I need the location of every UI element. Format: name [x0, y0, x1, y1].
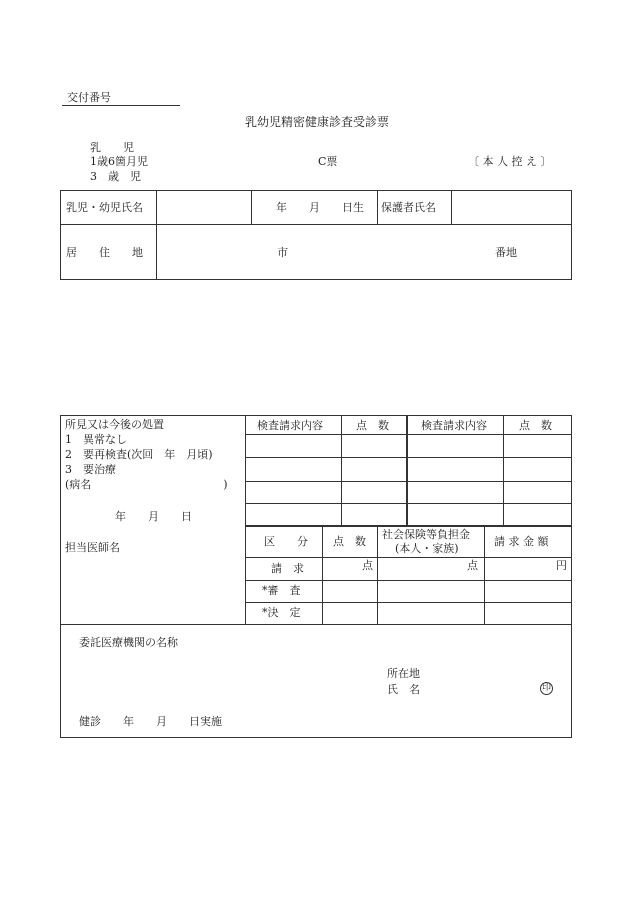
finding-option-normal: 1 異常なし [65, 433, 127, 446]
age-group-infant: 乳 児 [90, 141, 134, 154]
city-label: 市 [277, 246, 288, 259]
institution-person-label: 氏 名 [387, 683, 420, 696]
medical-table [60, 415, 572, 738]
exam-row-line-1 [245, 457, 572, 458]
copy-note: 〔 本 人 控 え 〕 [468, 155, 552, 168]
exam-points-header: 点 数 [356, 419, 389, 432]
billing-amount-header: 請 求 金 額 [494, 535, 549, 548]
info-divider-1 [251, 190, 252, 224]
institution-divider [60, 624, 572, 625]
guardian-name-label: 保護者氏名 [381, 201, 436, 214]
address-label: 居 住 地 [66, 246, 143, 259]
insurance-header-line1: 社会保険等負担金 [382, 528, 470, 541]
form-type: C票 [318, 155, 338, 168]
billing-row-review: *審 査 [262, 584, 301, 597]
disease-name-field: (病名 ) [65, 478, 228, 491]
exam-col-line-1 [341, 415, 342, 525]
exam-content-header: 検査請求内容 [257, 419, 323, 432]
exam-header-line [245, 434, 572, 435]
billing-col-line-1 [322, 525, 323, 624]
exam-row-line-3 [245, 503, 572, 504]
seal-icon: 印 [541, 683, 551, 693]
finding-option-treatment: 3 要治療 [65, 463, 116, 476]
exam-bottom-line [245, 525, 572, 527]
finding-option-recheck: 2 要再検査(次回 年 月頃) [65, 448, 213, 461]
exam-col-double-line [406, 415, 408, 525]
billing-category-header: 区 分 [264, 535, 308, 548]
points-unit: 点 [362, 559, 373, 572]
issue-number-underline [62, 105, 180, 106]
child-name-label: 乳児・幼児氏名 [66, 201, 143, 214]
billing-row-line-2 [245, 602, 572, 603]
insurance-header-line2: (本人・家族) [395, 542, 459, 555]
institution-address-label: 所在地 [387, 667, 420, 680]
yen-unit: 円 [556, 559, 567, 572]
institution-name-label: 委託医療機関の名称 [79, 636, 178, 649]
billing-col-line-2 [377, 525, 378, 624]
info-label-divider [156, 190, 157, 280]
billing-row-line-1 [245, 580, 572, 581]
age-group-18m: 1歳6箇月児 [90, 155, 148, 168]
billing-col-line-3 [484, 525, 485, 624]
document-title: 乳幼児精密健康診査受診票 [245, 115, 390, 129]
findings-date: 年 月 日 [115, 510, 192, 523]
info-divider-3 [451, 190, 452, 224]
exam-date-label: 健診 年 月 日実施 [79, 715, 222, 728]
birth-date-label: 年 月 日生 [276, 201, 364, 214]
doctor-name-label: 担当医師名 [65, 541, 120, 554]
info-divider-2 [377, 190, 378, 224]
insurance-points-unit: 点 [467, 559, 478, 572]
issue-number-label: 交付番号 [67, 91, 111, 104]
info-row-divider [60, 224, 572, 225]
findings-divider [245, 415, 246, 624]
exam-row-line-2 [245, 481, 572, 482]
billing-header-line [245, 557, 572, 558]
billing-row-decision: *決 定 [262, 606, 301, 619]
lot-number-label: 番地 [495, 246, 517, 259]
findings-title: 所見又は今後の処置 [65, 418, 164, 431]
exam-col-line-2 [503, 415, 504, 525]
billing-row-request: 請 求 [271, 562, 304, 575]
exam-content-header-2: 検査請求内容 [421, 419, 487, 432]
billing-points-header: 点 数 [333, 535, 366, 548]
exam-points-header-2: 点 数 [519, 419, 552, 432]
age-group-3y: 3 歳 児 [90, 170, 141, 183]
